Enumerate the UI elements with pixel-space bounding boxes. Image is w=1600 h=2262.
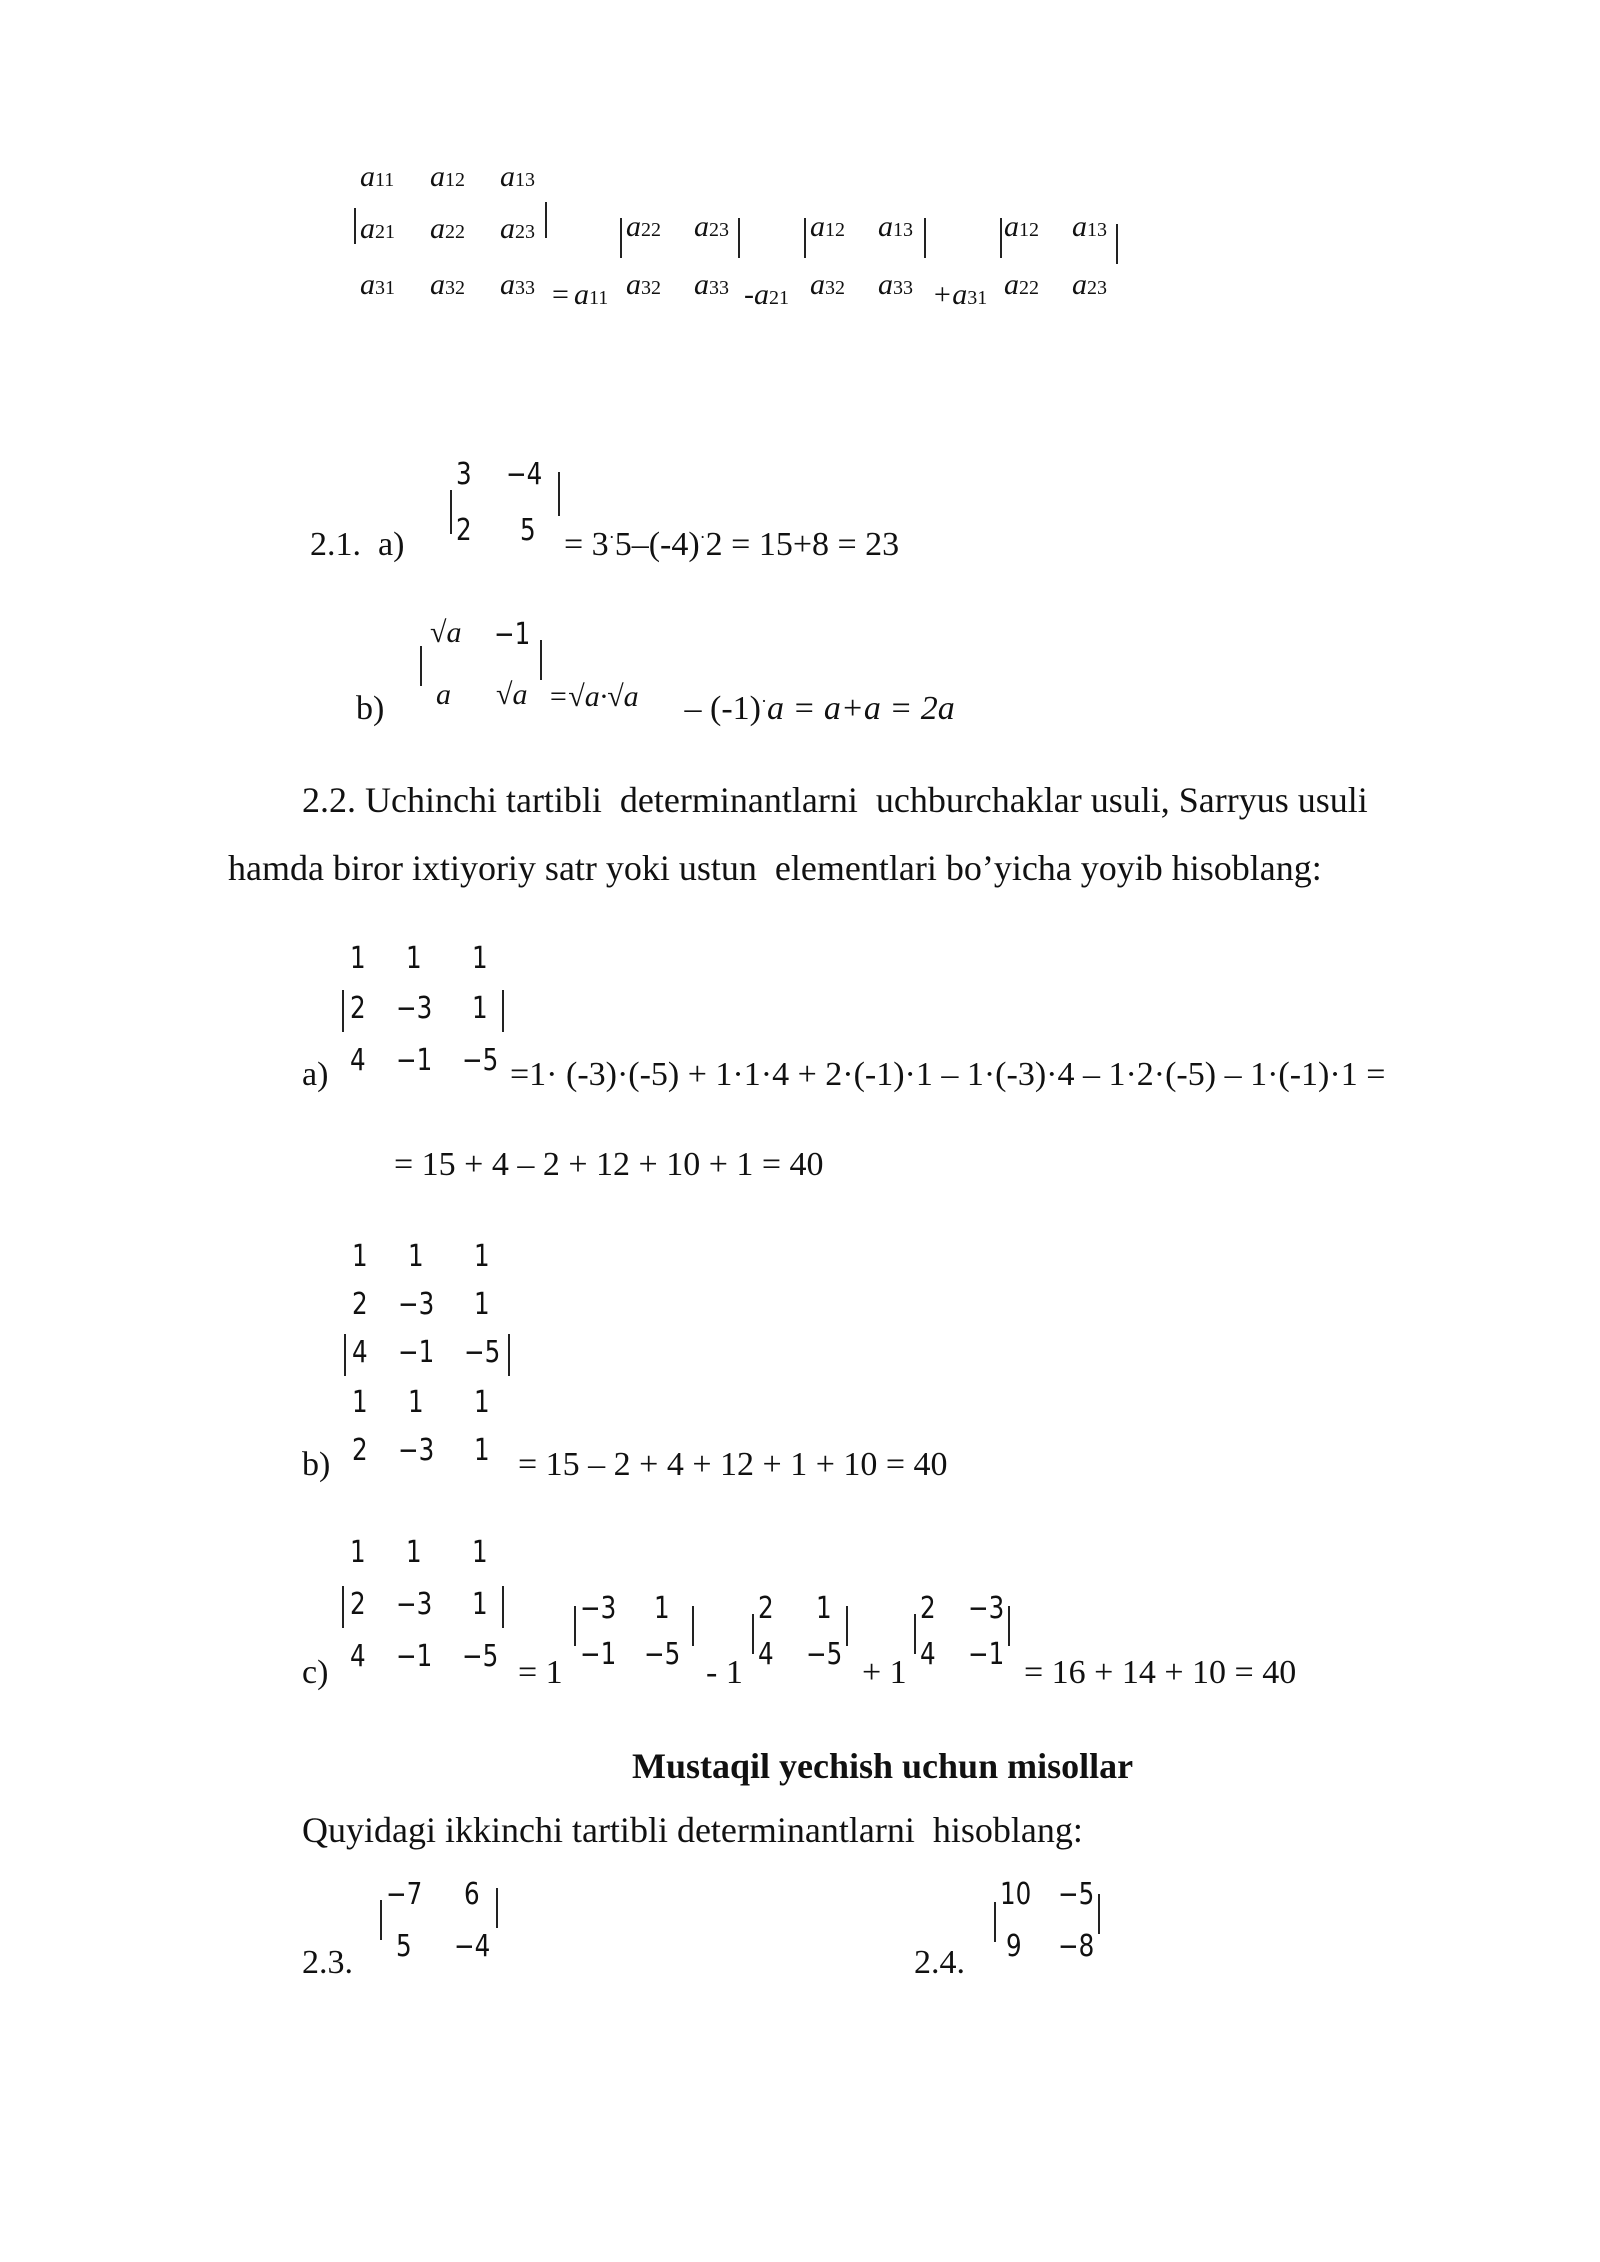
det-r2c2: √a (496, 678, 528, 711)
r5c2: −3 (398, 1433, 435, 1468)
det-r2c1: 2 (456, 513, 472, 548)
example-label: 2.1. a) (310, 526, 405, 563)
r2c2: −3 (398, 1287, 435, 1322)
r1c1: 1 (352, 1239, 368, 1274)
r2c1: 5 (396, 1929, 412, 1964)
r4c2: 1 (408, 1385, 424, 1420)
r3c2: −1 (398, 1335, 435, 1370)
minor3-a23: a23 (1072, 268, 1107, 301)
det-bar-left (342, 1586, 344, 1628)
r1c3: 1 (474, 1239, 490, 1274)
det-r2c2: 5 (520, 513, 536, 548)
minorC-r2c2: −1 (968, 1637, 1005, 1672)
cofactor-result: = 16 + 14 + 10 = 40 (1024, 1654, 1297, 1691)
minorA-bar-left (574, 1606, 576, 1646)
minor3-bar-left (1000, 218, 1002, 258)
minorC-r2c1: 4 (920, 1637, 936, 1672)
r3c3: −5 (462, 1043, 499, 1078)
r3c3: −5 (462, 1639, 499, 1674)
r3c1: 4 (350, 1639, 366, 1674)
minorA-r1c1: −3 (580, 1591, 617, 1626)
r3c2: −1 (396, 1639, 433, 1674)
example-label: b) (302, 1446, 331, 1483)
r3c3: −5 (464, 1335, 501, 1370)
r1c2: 6 (464, 1877, 480, 1912)
minorA-r1c2: 1 (654, 1591, 670, 1626)
minorB-bar-right (846, 1606, 848, 1646)
r2c3: 1 (474, 1287, 490, 1322)
minorC-r1c1: 2 (920, 1591, 936, 1626)
r3c1: 4 (352, 1335, 368, 1370)
det-bar-right (502, 1586, 504, 1628)
minorC-bar-right (1008, 1606, 1010, 1646)
a22: a22 (430, 212, 465, 245)
det-bar-right (502, 990, 504, 1032)
r1c2: 1 (406, 1535, 422, 1570)
coef-a21: -a21 (744, 278, 789, 311)
minor2-a13: a13 (878, 210, 913, 243)
a23: a23 (500, 212, 535, 245)
r4c1: 1 (352, 1385, 368, 1420)
r2c2: −3 (396, 1587, 433, 1622)
minorB-r2c2: −5 (806, 1637, 843, 1672)
r3c2: −1 (396, 1043, 433, 1078)
minorC-r1c2: −3 (968, 1591, 1005, 1626)
r1c2: 1 (408, 1239, 424, 1274)
minorB-r1c1: 2 (758, 1591, 774, 1626)
cofactor-coef-3: + 1 (862, 1654, 907, 1691)
exercise-label: 2.4. (914, 1944, 965, 1981)
r2c2: −8 (1058, 1929, 1095, 1964)
minor1-a32: a32 (626, 268, 661, 301)
r1c3: 1 (472, 941, 488, 976)
paragraph-line-1: 2.2. Uchinchi tartibli determinantlarni uchburchaklar usuli, Sarryus usuli (302, 780, 1368, 820)
r1c3: 1 (472, 1535, 488, 1570)
minor3-a22: a22 (1004, 268, 1039, 301)
r3c1: 4 (350, 1043, 366, 1078)
matrix-bar-left (354, 208, 356, 244)
sarrus-result: = 15 + 4 – 2 + 12 + 10 + 1 = 40 (394, 1146, 824, 1183)
minor1-a23: a23 (694, 210, 729, 243)
minor3-a13: a13 (1072, 210, 1107, 243)
det-bar-left (994, 1902, 996, 1942)
minor1-bar-left (620, 218, 622, 258)
example-label: a) (302, 1056, 329, 1093)
det-r1c2: −1 (494, 617, 531, 652)
r1c2: −5 (1058, 1877, 1095, 1912)
det-equation: – (-1)·a = a+a = 2a (676, 690, 955, 727)
minor1-bar-right (738, 218, 740, 258)
r2c1: 9 (1006, 1929, 1022, 1964)
minorA-bar-right (692, 1606, 694, 1646)
example-label: c) (302, 1654, 329, 1691)
minorA-r2c2: −5 (644, 1637, 681, 1672)
example-label: b) (356, 690, 385, 727)
a13: a13 (500, 160, 535, 193)
minor1-a22: a22 (626, 210, 661, 243)
triangle-result: = 15 – 2 + 4 + 12 + 1 + 10 = 40 (518, 1446, 948, 1483)
det-r2c1: a (436, 678, 451, 711)
det-r1c1: 3 (456, 457, 472, 492)
r1c1: 1 (350, 941, 366, 976)
r2c1: 2 (350, 1587, 366, 1622)
r5c1: 2 (352, 1433, 368, 1468)
r2c2: −3 (396, 991, 433, 1026)
minor3-a12: a12 (1004, 210, 1039, 243)
minorB-bar-left (752, 1614, 754, 1654)
coef-a31: +a31 (932, 278, 988, 311)
r2c3: 1 (472, 1587, 488, 1622)
matrix-bar-right (545, 202, 547, 238)
det-bar-right (558, 472, 560, 516)
det-equation: = 3·5–(-4)·2 = 15+8 = 23 (564, 526, 900, 563)
det-bar-right (540, 640, 542, 680)
r2c3: 1 (472, 991, 488, 1026)
sqrt-product: =√a·√a (548, 680, 639, 713)
det-bar-left (380, 1900, 382, 1940)
cofactor-coef-1: = 1 (518, 1654, 563, 1691)
section-heading: Mustaqil yechish uchun misollar (632, 1746, 1134, 1786)
a32: a32 (430, 268, 465, 301)
minor2-a12: a12 (810, 210, 845, 243)
minor2-bar-right (924, 218, 926, 258)
a11: a11 (360, 160, 395, 193)
exercise-intro: Quyidagi ikkinchi tartibli determinantlarni hisoblang: (302, 1810, 1083, 1850)
det-bar-right (508, 1334, 510, 1376)
a31: a31 (360, 268, 395, 301)
sarrus-expansion: =1· (-3)·(-5) + 1·1·4 + 2·(-1)·1 – 1·(-3)·4 – 1·2·(-5) – 1·(-1)·1 = (510, 1056, 1386, 1093)
det-r1c2: −4 (506, 457, 543, 492)
minor3-bar-right (1116, 224, 1118, 264)
r2c1: 2 (352, 1287, 368, 1322)
det-bar-right (1098, 1894, 1100, 1934)
equals-sign: = (552, 278, 569, 311)
det-bar-left (342, 990, 344, 1032)
cofactor-coef-2: - 1 (706, 1654, 743, 1691)
minor2-a33: a33 (878, 268, 913, 301)
det-bar-left (450, 490, 452, 534)
det-bar-left (344, 1334, 346, 1376)
minor2-bar-left (804, 218, 806, 258)
det-r1c1: √a (430, 616, 462, 649)
det-bar-right (496, 1888, 498, 1928)
r2c2: −4 (454, 1929, 491, 1964)
exercise-label: 2.3. (302, 1944, 353, 1981)
a33: a33 (500, 268, 535, 301)
minor1-a33: a33 (694, 268, 729, 301)
coef-a11: a11 (574, 278, 609, 311)
r1c1: 10 (1000, 1877, 1032, 1912)
r5c3: 1 (474, 1433, 490, 1468)
minorB-r1c2: 1 (816, 1591, 832, 1626)
det-bar-left (420, 646, 422, 686)
r2c1: 2 (350, 991, 366, 1026)
r1c1: 1 (350, 1535, 366, 1570)
a12: a12 (430, 160, 465, 193)
minorC-bar-left (914, 1614, 916, 1654)
a21: a21 (360, 212, 395, 245)
minorA-r2c1: −1 (580, 1637, 617, 1672)
paragraph-line-2: hamda biror ixtiyoriy satr yoki ustun elementlari bo’yicha yoyib hisoblang: (228, 848, 1322, 888)
r1c1: −7 (386, 1877, 423, 1912)
r1c2: 1 (406, 941, 422, 976)
r4c3: 1 (474, 1385, 490, 1420)
minor2-a32: a32 (810, 268, 845, 301)
minorB-r2c1: 4 (758, 1637, 774, 1672)
